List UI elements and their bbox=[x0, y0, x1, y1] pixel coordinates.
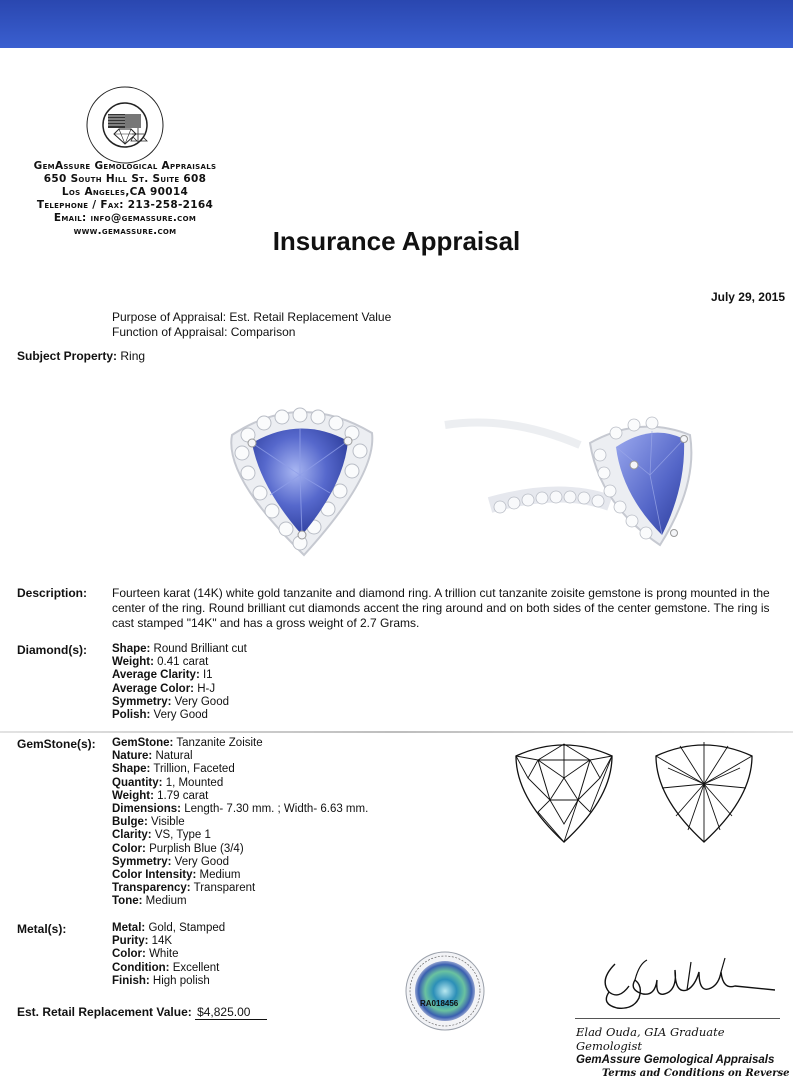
spec-row: Average Clarity: I1 bbox=[112, 669, 213, 682]
metal-specs bbox=[112, 922, 225, 988]
spec-row: Bulge: Visible bbox=[112, 816, 185, 829]
subject-property bbox=[17, 349, 145, 363]
document-title: Insurance Appraisal bbox=[272, 226, 521, 256]
diamonds-specs bbox=[112, 643, 247, 722]
spec-row: Purity: 14K bbox=[112, 935, 173, 948]
trillion-crown-diagram bbox=[508, 738, 620, 846]
signer-name: Elad Ouda, GIA Graduate Gemologist bbox=[576, 1025, 725, 1053]
subject-label: Subject Property: bbox=[17, 349, 118, 363]
company-name: GemAssure Gemological Appraisals bbox=[33, 160, 217, 172]
terms-note: Terms and Conditions on Reverse bbox=[602, 1068, 790, 1079]
hologram-seal bbox=[404, 950, 486, 1032]
spec-row: Color: White bbox=[112, 948, 179, 961]
estimated-value bbox=[17, 1005, 267, 1020]
spec-row: GemStone: Tanzanite Zoisite bbox=[112, 737, 263, 749]
spec-row: Symmetry: Very Good bbox=[112, 695, 229, 708]
subject-value: Ring bbox=[120, 349, 146, 363]
company-phone: Telephone / Fax: 213-258-2164 bbox=[36, 199, 214, 211]
ring-photo-side-view bbox=[440, 395, 700, 560]
gemstones-label: GemStone(s): bbox=[17, 737, 96, 751]
spec-row: Tone: Medium bbox=[112, 895, 187, 908]
metals-label: Metal(s): bbox=[17, 922, 67, 936]
spec-row: Finish: High polish bbox=[112, 974, 210, 987]
appraisal-date: July 29, 2015 bbox=[710, 290, 785, 304]
spec-row: Shape: Trillion, Faceted bbox=[112, 763, 235, 776]
function-of-appraisal: Function of Appraisal: Comparison bbox=[112, 325, 296, 339]
spec-row: Transparency: Transparent bbox=[112, 882, 256, 895]
handwritten-signature bbox=[595, 950, 775, 1015]
spec-row: Clarity: VS, Type 1 bbox=[112, 829, 211, 842]
estimated-value-amount: $4,825.00 bbox=[195, 1005, 267, 1020]
purpose-block bbox=[112, 310, 391, 340]
spec-row: Weight: 0.41 carat bbox=[112, 656, 209, 669]
spec-row: Condition: Excellent bbox=[112, 961, 220, 974]
spec-row: Shape: Round Brilliant cut bbox=[112, 643, 247, 655]
spec-row: Weight: 1.79 carat bbox=[112, 789, 209, 802]
company-address-line1: 650 South Hill St. Suite 608 bbox=[43, 173, 207, 185]
spec-row: Symmetry: Very Good bbox=[112, 855, 229, 868]
trillion-pavilion-diagram bbox=[648, 738, 760, 846]
spec-row: Metal: Gold, Stamped bbox=[112, 922, 226, 934]
purpose-of-appraisal: Purpose of Appraisal: Est. Retail Replacement Value bbox=[112, 310, 392, 324]
spec-row: Color: Purplish Blue (3/4) bbox=[112, 842, 244, 855]
scan-artifact-line bbox=[0, 731, 793, 733]
signature-line bbox=[575, 1018, 780, 1019]
ring-photo-top-view bbox=[212, 395, 388, 560]
header-bar bbox=[0, 0, 793, 48]
gemassure-logo bbox=[84, 84, 166, 166]
spec-row: Nature: Natural bbox=[112, 750, 193, 763]
signer-block bbox=[576, 1025, 793, 1081]
company-email[interactable]: Email: info@gemassure.com bbox=[53, 212, 197, 224]
description-text: Fourteen karat (14K) white gold tanzanite and diamond ring. A trillion cut tanzanite zoisite gemstone is prong mounted in the center of the ring. Round brilliant cut diamonds accent the ring around and on both sides of the center gemstone. The ring is cast stamped "14K" and has a gross weight of 2.7 Grams. bbox=[112, 586, 770, 630]
spec-row: Quantity: 1, Mounted bbox=[112, 776, 224, 789]
diamonds-label: Diamond(s): bbox=[17, 643, 87, 657]
seal-number: RA018456 bbox=[420, 999, 459, 1008]
spec-row: Color Intensity: Medium bbox=[112, 869, 241, 882]
spec-row: Average Color: H-J bbox=[112, 682, 216, 695]
description-label: Description: bbox=[17, 586, 88, 600]
estimated-value-label: Est. Retail Replacement Value: bbox=[17, 1005, 192, 1019]
signer-company: GemAssure Gemological Appraisals bbox=[576, 1054, 775, 1066]
company-website[interactable]: www.gemassure.com bbox=[73, 225, 177, 237]
gemstone-specs bbox=[112, 737, 368, 909]
spec-row: Dimensions: Length- 7.30 mm. ; Width- 6.63 mm. bbox=[112, 803, 369, 816]
company-address-line2: Los Angeles,CA 90014 bbox=[61, 186, 189, 198]
spec-row: Polish: Very Good bbox=[112, 709, 208, 722]
